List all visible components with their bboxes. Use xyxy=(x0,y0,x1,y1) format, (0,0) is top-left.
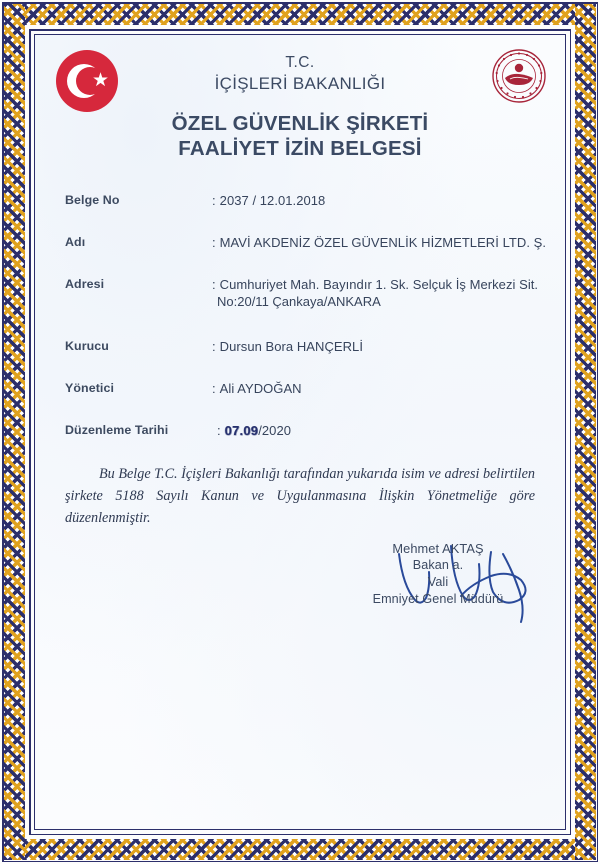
field-label: Belge No xyxy=(65,193,120,207)
header-titles xyxy=(35,53,565,161)
knot-border-top xyxy=(4,4,596,25)
field-label: Adı xyxy=(65,235,86,249)
field-row-yonetici xyxy=(65,381,545,423)
field-value: : MAVİ AKDENİZ ÖZEL GÜVENLİK HİZMETLERİ LTD. Ş. xyxy=(212,235,547,250)
inner-rule-left xyxy=(29,29,31,835)
field-value: : 2037 / 12.01.2018 xyxy=(212,193,326,208)
issue-date-rest: /2020 xyxy=(258,423,292,438)
title-line-2: FAALİYET İZİN BELGESİ xyxy=(178,136,422,160)
star-icon: ★ xyxy=(92,70,110,91)
inner-rule-bottom xyxy=(29,834,571,836)
outer-rule-bottom xyxy=(2,861,598,863)
field-row-adi xyxy=(65,235,545,277)
field-value-text: Ali AYDOĞAN xyxy=(219,381,302,396)
field-label: Düzenleme Tarihi xyxy=(65,423,169,437)
signature-role-2: Vali xyxy=(427,575,449,589)
legal-paragraph: Bu Belge T.C. İçişleri Bakanlığı tarafından yukarıda isim ve adresi belirtilen şirkete 5188 Sayılı Kanun ve Uygulanmasına İlişkin Yönetmeliğe göre düzenlenmiştir. xyxy=(65,466,535,526)
republic-line: T.C. xyxy=(285,54,315,71)
field-label: Yönetici xyxy=(65,381,114,395)
knot-border-right xyxy=(575,4,596,860)
field-value-text: MAVİ AKDENİZ ÖZEL GÜVENLİK HİZMETLERİ LTD. Ş. xyxy=(219,235,547,250)
ministry-line: İÇİŞLERİ BAKANLIĞI xyxy=(214,74,386,93)
field-row-adresi xyxy=(65,277,545,339)
field-row-duzenleme-tarihi xyxy=(65,423,545,453)
field-row-belge-no xyxy=(65,193,545,235)
page-title xyxy=(35,112,565,161)
field-label: Adresi xyxy=(65,277,105,291)
field-value: : Ali AYDOĞAN xyxy=(212,381,302,396)
field-value-line-2: No:20/11 Çankaya/ANKARA xyxy=(217,294,381,309)
signature-role-1: Bakan a. xyxy=(412,558,464,572)
outer-rule-top xyxy=(2,2,598,4)
field-value-text: 2037 / 12.01.2018 xyxy=(219,193,326,208)
field-row-kurucu xyxy=(65,339,545,381)
field-list xyxy=(65,193,545,453)
signature-role-3: Emniyet Genel Müdürü xyxy=(372,592,504,606)
title-line-1: ÖZEL GÜVENLİK ŞİRKETİ xyxy=(171,112,429,135)
field-value: : Dursun Bora HANÇERLİ xyxy=(212,339,363,354)
inner-rule2-right xyxy=(565,34,566,830)
field-label: Kurucu xyxy=(65,339,109,353)
signature-name: Mehmet AKTAŞ xyxy=(392,541,484,556)
field-value-text: Dursun Bora HANÇERLİ xyxy=(219,339,363,354)
inner-rule2-bottom xyxy=(34,829,566,830)
knot-border-bottom xyxy=(4,839,596,860)
field-value-text: Cumhuriyet Mah. Bayındır 1. Sk. Selçuk İş Merkezi Sit. xyxy=(219,277,539,292)
outer-rule-left xyxy=(2,2,4,862)
outer-rule-right xyxy=(597,2,599,862)
field-value: : 07.09/2020 xyxy=(217,423,292,438)
signature-block xyxy=(333,540,543,608)
inner-rule-right xyxy=(570,29,572,835)
issue-date-overwritten: 07.09 xyxy=(224,423,259,438)
certificate-paper xyxy=(35,35,565,829)
field-value: : Cumhuriyet Mah. Bayındır 1. Sk. Selçuk İş Merkezi Sit. xyxy=(212,277,539,292)
knot-border-left xyxy=(4,4,25,860)
inner-rule-top xyxy=(29,29,571,31)
